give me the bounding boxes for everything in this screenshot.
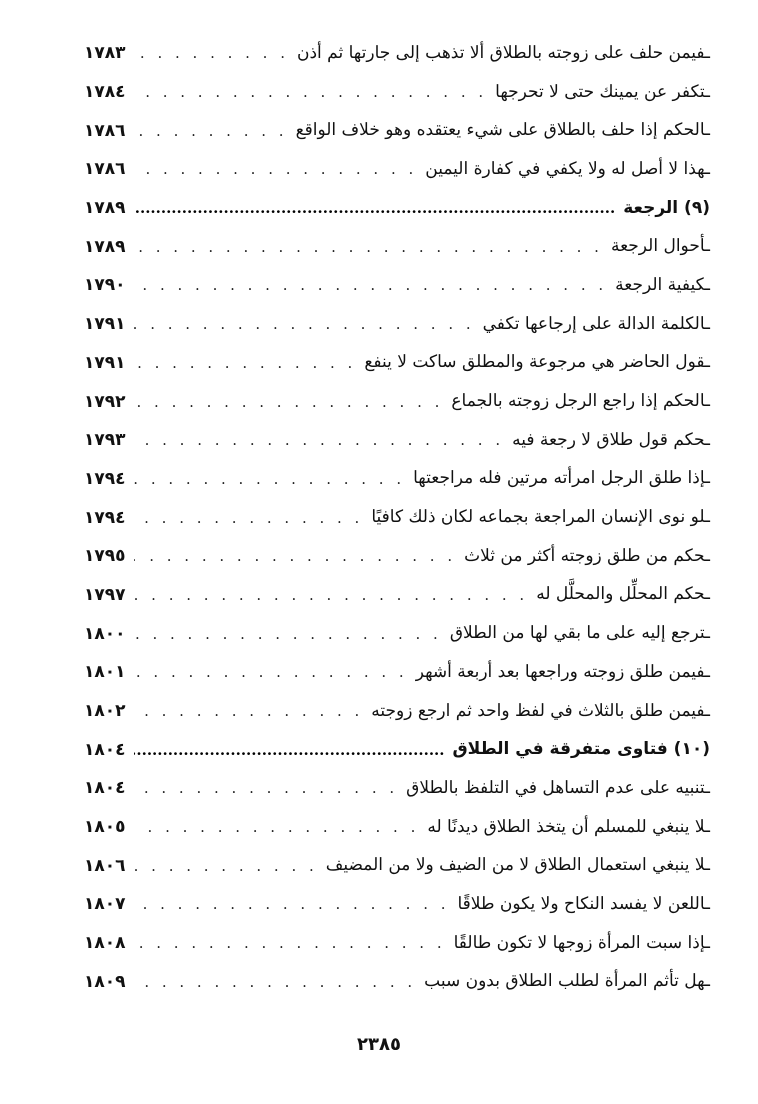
entry-page-number: ١٧٩٣ <box>84 430 126 451</box>
toc-entry <box>84 460 710 499</box>
entry-title: ـإذا سبت المرأة زوجها لا تكون طالقًا <box>453 932 710 953</box>
toc-entry <box>84 227 710 266</box>
entry-title: ـقول الحاضر هي مرجوعة والمطلق ساكت لا ينفع <box>364 352 710 373</box>
dot-leader <box>134 393 451 411</box>
entry-page-number: ١٨٠٢ <box>84 701 126 722</box>
entry-page-number: ١٨٠٥ <box>84 817 126 838</box>
dot-leader <box>134 818 427 836</box>
entry-page-number: ١٧٨٣ <box>84 43 126 64</box>
dot-leader <box>134 44 297 62</box>
entry-page-number: ١٨٠٦ <box>84 855 126 876</box>
section-page-number: ١٨٠٤ <box>84 739 126 760</box>
toc-section-heading <box>84 189 710 228</box>
toc-entry <box>84 73 710 112</box>
entry-title: ـالحكم إذا حلف بالطلاق على شيء يعتقده وهو خلاف الواقع <box>295 120 710 141</box>
dot-leader <box>134 238 611 256</box>
entry-page-number: ١٧٩٥ <box>84 546 126 567</box>
toc-entry <box>84 808 710 847</box>
entry-title: ـتكفر عن يمينك حتى لا تحرجها <box>495 81 710 102</box>
entry-title: ـلو نوى الإنسان المراجعة بجماعه لكان ذلك كافيًا <box>371 507 710 528</box>
entry-page-number: ١٧٨٩ <box>84 236 126 257</box>
entry-page-number: ١٧٩١ <box>84 314 126 335</box>
dot-leader <box>134 160 425 178</box>
toc-entry <box>84 653 710 692</box>
entry-page-number: ١٧٨٤ <box>84 82 126 103</box>
entry-title: ـترجع إليه على ما بقي لها من الطلاق <box>449 623 710 644</box>
toc-entry <box>84 537 710 576</box>
toc-entry <box>84 498 710 537</box>
entry-page-number: ١٨٠٨ <box>84 933 126 954</box>
dot-leader <box>134 199 623 217</box>
entry-page-number: ١٨٠٤ <box>84 778 126 799</box>
toc-entry <box>84 344 710 383</box>
entry-title: ـأحوال الرجعة <box>610 236 710 257</box>
entry-title: ـفيمن طلق بالثلاث في لفظ واحد ثم ارجع زوجته <box>371 700 710 721</box>
dot-leader <box>134 625 450 643</box>
entry-title: ـفيمن حلف على زوجته بالطلاق ألا تذهب إلى جارتها ثم أذن <box>296 42 710 63</box>
entry-page-number: ١٨٠٧ <box>84 894 126 915</box>
dot-leader <box>134 586 536 604</box>
entry-title: ـلا ينبغي للمسلم أن يتخذ الطلاق ديدنًا له <box>427 816 710 837</box>
dot-leader <box>134 470 413 488</box>
entry-title: ـاللعن لا يفسد النكاح ولا يكون طلاقًا <box>457 893 710 914</box>
toc-entry <box>84 846 710 885</box>
entry-page-number: ١٧٩٢ <box>84 391 126 412</box>
entry-page-number: ١٧٩٠ <box>84 275 126 296</box>
dot-leader <box>134 702 371 720</box>
dot-leader <box>134 83 495 101</box>
table-of-contents <box>84 34 710 1001</box>
toc-entry <box>84 924 710 963</box>
entry-page-number: ١٨٠١ <box>84 662 126 683</box>
toc-entry <box>84 885 710 924</box>
entry-title: ـهل تأثم المرأة لطلب الطلاق بدون سبب <box>424 971 710 992</box>
toc-entry <box>84 111 710 150</box>
toc-entry <box>84 769 710 808</box>
entry-title: ـالحكم إذا راجع الرجل زوجته بالجماع <box>451 391 710 412</box>
section-title: (٩) الرجعة <box>623 197 710 218</box>
dot-leader <box>134 934 454 952</box>
dot-leader <box>134 276 615 294</box>
entry-title: ـتنبيه على عدم التساهل في التلفظ بالطلاق <box>406 777 710 798</box>
dot-leader <box>134 315 483 333</box>
entry-title: ـحكم المحلِّل والمحلَّل له <box>536 584 710 605</box>
toc-entry <box>84 963 710 1002</box>
toc-entry <box>84 34 710 73</box>
entry-page-number: ١٨٠٠ <box>84 623 126 644</box>
entry-page-number: ١٧٨٦ <box>84 159 126 180</box>
toc-entry <box>84 305 710 344</box>
entry-title: ـفيمن طلق زوجته وراجعها بعد أربعة أشهر <box>415 661 710 682</box>
entry-title: ـكيفية الرجعة <box>615 274 710 295</box>
entry-page-number: ١٧٩٤ <box>84 507 126 528</box>
entry-title: ـلا ينبغي استعمال الطلاق لا من الضيف ولا من المضيف <box>325 855 710 876</box>
dot-leader <box>134 779 406 797</box>
entry-title: ـحكم قول طلاق لا رجعة فيه <box>512 429 710 450</box>
section-page-number: ١٧٨٩ <box>84 198 126 219</box>
dot-leader <box>134 857 326 875</box>
entry-page-number: ١٨٠٩ <box>84 971 126 992</box>
toc-entry <box>84 614 710 653</box>
toc-entry <box>84 576 710 615</box>
dot-leader <box>134 547 464 565</box>
entry-page-number: ١٧٨٦ <box>84 120 126 141</box>
dot-leader <box>134 895 458 913</box>
toc-section-heading <box>84 730 710 769</box>
entry-title: ـحكم من طلق زوجته أكثر من ثلاث <box>464 545 710 566</box>
dot-leader <box>134 122 296 140</box>
toc-entry <box>84 692 710 731</box>
dot-leader <box>134 973 424 991</box>
entry-title: ـهذا لا أصل له ولا يكفي في كفارة اليمين <box>425 158 710 179</box>
toc-entry <box>84 382 710 421</box>
entry-page-number: ١٧٩٧ <box>84 584 126 605</box>
toc-entry <box>84 266 710 305</box>
entry-page-number: ١٧٩١ <box>84 352 126 373</box>
dot-leader <box>134 663 416 681</box>
entry-title: ـإذا طلق الرجل امرأته مرتين فله مراجعتها <box>413 468 710 489</box>
dot-leader <box>134 354 364 372</box>
dot-leader <box>134 509 371 527</box>
entry-page-number: ١٧٩٤ <box>84 468 126 489</box>
toc-entry <box>84 150 710 189</box>
toc-entry <box>84 421 710 460</box>
page-number: ٢٣٨٥ <box>357 1034 401 1055</box>
dot-leader <box>134 431 512 449</box>
section-title: (١٠) فتاوى متفرقة في الطلاق <box>452 739 710 760</box>
entry-title: ـالكلمة الدالة على إرجاعها تكفي <box>482 313 710 334</box>
dot-leader <box>134 741 452 759</box>
